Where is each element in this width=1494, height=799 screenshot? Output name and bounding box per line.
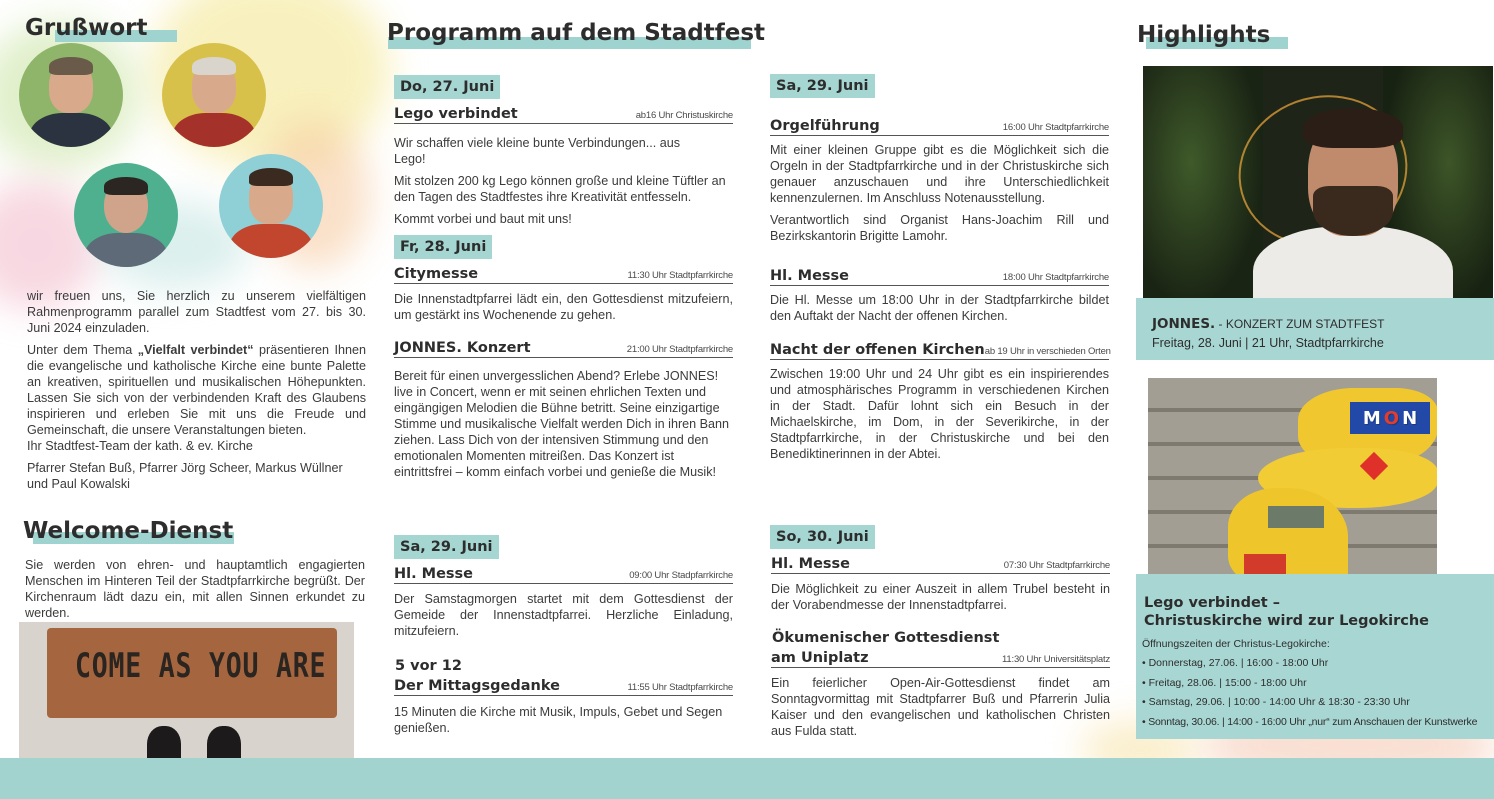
lego-hours-label: Öffnungszeiten der Christus-Legokirche: [1142,638,1330,650]
jonnes-beard [1313,186,1393,236]
event-mittag-title-2: Der Mittagsgedanke [394,678,560,694]
lego-caption-title-2: Christuskirche wird zur Legokirche [1144,613,1430,629]
shoe-left [147,726,181,762]
avatar-joerg-scheer [162,43,266,147]
event-mittag-title-1: 5 vor 12 [395,658,462,674]
lego-hours-3: • Sonntag, 30.06. | 14:00 - 16:00 Uhr „nur“ zum Anschauen der Kunstwerke [1142,716,1478,728]
bottom-band [0,758,1494,799]
event-oekumene-title-2: am Uniplatz [771,650,869,666]
lego-plate [1268,506,1324,528]
event-jonnes-text: Bereit für einen unvergesslichen Abend? Erlebe JONNES! live in Concert, wenn er mit seinen ehrlichen Texten und eingängigen Melodien die Bühne betritt. Seine einzigartige Stimme und musikalische Vielfalt werden Dich in ihren Bann ziehen. Lass Dich von der intensiven Stimmung und den emotionalen Momenten mitreißen. Das Konzert ist eintrittsfrei – komm einfach vorbei und genieße die Musik! [394,369,730,479]
grusswort-theme: Unter dem Thema „Vielfalt verbindet“ präsentieren Ihnen die evangelische und katholische Kirche eine bunte Palette an kreativen, spirituellen und musikalischen Höhepunkten. Lassen Sie sich von der verbindenden Kraft des Glaubens inspirieren und erleben Sie mit uns die Freude und Gemeinschaft, die unsere Veranstaltungen bieten. [27,343,367,437]
event-mittag-text: 15 Minuten die Kirche mit Musik, Impuls, Gebet und Segen genießen. [394,705,723,735]
event-messe-so-text: Die Möglichkeit zu einer Auszeit in allem Trubel besteht in der Vorabendmesse der Innenstadtpfarrei. [771,582,1110,612]
event-citymesse-text: Die Innenstadtpfarrei lädt ein, den Gottesdienst mitzufeiern, um gestärkt ins Wochenende zu gehen. [394,292,733,322]
lego-caption-title-1: Lego verbindet – [1144,595,1281,611]
event-lego [394,102,733,124]
jonnes-shirt [1253,226,1453,307]
event-messe-sa-meta: 09:00 Uhr Stadpfarrkirche [629,570,733,581]
lego-letter-n: N [1402,407,1418,429]
grusswort-title: Grußwort [25,15,148,41]
lego-photo [1148,378,1437,585]
grusswort-intro: wir freuen uns, Sie herzlich zu unserem vielfältigen Rahmenprogramm parallel zum Stadtfest vom 27. bis 30. Juni 2024 einzuladen. [27,289,366,335]
event-nacht-title: Nacht der offenen Kirchen [770,342,985,358]
event-citymesse-meta: 11:30 Uhr Stadtpfarrkirche [627,270,733,281]
day-label-sa-29: Sa, 29. Juni [394,535,499,559]
grusswort-signature: Pfarrer Stefan Buß, Pfarrer Jörg Scheer, Markus Wüllner und Paul Kowalski [27,461,343,491]
event-oekumene-title-1: Ökumenischer Gottesdienst [772,630,1000,646]
lego-caption [1136,574,1494,739]
grusswort-team: Ihr Stadtfest-Team der kath. & ev. Kirche [27,439,253,453]
event-messe-sa-title: Hl. Messe [394,566,474,582]
doormat-photo [19,622,354,762]
jonnes-subtitle: - KONZERT ZUM STADTFEST [1215,317,1385,331]
event-jonnes-title: JONNES. Konzert [394,340,531,356]
event-mittag-meta: 11:55 Uhr Stadtpfarrkirche [627,682,733,693]
event-orgel-text: Mit einer kleinen Gruppe gibt es die Möglichkeit sich die Orgeln in der Stadtpfarrkirche und in der Christuskirche sich genauer anzuschauen und ihre Unterschiedlichkeit kennenzulernen. Im Anschluss Notenausstellung. Verantwortlich sind Organist Hans-Joachim Rill und Bezirkskantorin Brigitte Lamohr. [770,143,1109,243]
jonnes-caption-line2: Freitag, 28. Juni | 21 Uhr, Stadtpfarrkirche [1152,336,1384,350]
avatar-markus-wuellner [74,163,178,267]
jonnes-caption [1136,298,1494,360]
jonnes-photo [1143,66,1493,307]
event-messe-so-title: Hl. Messe [771,556,851,572]
shoe-right [207,726,241,762]
event-messe-sa-abend-text: Die Hl. Messe um 18:00 Uhr in der Stadtpfarrkirche bildet den Auftakt der Nacht der offenen Kirchen. [770,293,1109,323]
program-title: Programm auf dem Stadtfest [387,20,766,46]
day-label-fr-28: Fr, 28. Juni [394,235,492,259]
event-orgel-title: Orgelführung [770,118,880,134]
event-oekumene-meta: 11:30 Uhr Universitätsplatz [1002,654,1110,665]
grusswort-text [27,288,366,498]
highlights-title: Highlights [1137,22,1271,48]
avatar-stefan-buss [19,43,123,147]
lego-sign [1350,402,1430,434]
event-orgel [770,114,1109,136]
lego-letter-m: M [1362,407,1381,429]
event-messe-sa-abend-title: Hl. Messe [770,268,850,284]
event-messe-sa [394,562,733,584]
lego-hours-0: • Donnerstag, 27.06. | 16:00 - 18:00 Uhr [1142,657,1329,669]
lego-letter-o: O [1383,407,1400,429]
event-mittag [394,674,733,696]
event-lego-text: Wir schaffen viele kleine bunte Verbindungen... aus Lego! Mit stolzen 200 kg Lego können große und kleine Tüftler an den Tagen des Stadtfestes ihre Kreativität entfesseln. Kommt vorbei und baut mit uns! [394,136,726,226]
event-nacht-text: Zwischen 19:00 Uhr und 24 Uhr gibt es ein inspirierendes und atmosphärisches Programm in verschiedenen Kirchen in der Stadt. Dafür lohnt sich ein Besuch in der Michaelskirche, im Dom, in der Severikirche, in der Stadtpfarrkirche, in der Christuskirche und bei den Benediktinerinnen in der Abtei. [770,367,1109,461]
event-lego-meta: ab16 Uhr Christuskirche [635,110,733,121]
welcome-title: Welcome-Dienst [23,518,234,544]
event-messe-so-meta: 07:30 Uhr Stadtpfarrkirche [1003,560,1110,571]
event-oekumene [771,646,1110,668]
day-label-so-30: So, 30. Juni [770,525,875,549]
avatar-paul-kowalski [219,154,323,258]
event-jonnes [394,336,733,358]
welcome-text: Sie werden von ehren- und hauptamtlich engagierten Menschen im Hinteren Teil der Stadtpfarrkirche begrüßt. Der Kirchenraum lädt dazu ein, mit allen Sinnen erkundet zu werden. [25,558,365,620]
lego-hours-2: • Samstag, 29.06. | 10:00 - 14:00 Uhr & 18:30 - 23:30 Uhr [1142,696,1410,708]
event-oekumene-text: Ein feierlicher Open-Air-Gottesdienst findet am Sonntagvormittag mit Stadtpfarrer Buß und Pfarrerin Julia Kaiser und den evangelischen und katholischen Christen aus Fulda statt. [771,676,1110,738]
event-citymesse-title: Citymesse [394,266,479,282]
event-messe-sa-abend [770,264,1109,286]
event-messe-sa-text: Der Samstagmorgen startet mit dem Gottesdienst der Gemeide der Innenstadtpfarrei. Herzliche Einladung, mitzufeiern. [394,592,733,638]
lego-hours-1: • Freitag, 28.06. | 15:00 - 18:00 Uhr [1142,677,1307,689]
event-orgel-meta: 16:00 Uhr Stadtpfarrkirche [1002,122,1109,133]
event-messe-so [771,552,1110,574]
day-label-do-27: Do, 27. Juni [394,75,500,99]
event-nacht [770,338,1109,360]
event-messe-sa-abend-meta: 18:00 Uhr Stadtpfarrkirche [1002,272,1109,283]
event-jonnes-meta: 21:00 Uhr Stadtpfarrkirche [626,344,733,355]
jonnes-hair [1303,108,1403,148]
doormat-text: COME AS YOU ARE [75,646,327,686]
day-label-sa-29-b: Sa, 29. Juni [770,74,875,98]
event-citymesse [394,262,733,284]
theme-name: „Vielfalt verbindet“ [137,343,254,357]
event-lego-title: Lego verbindet [394,106,518,122]
event-nacht-meta: ab 19 Uhr in verschieden Orten [984,346,1111,357]
jonnes-name: JONNES. [1152,316,1216,332]
jonnes-caption-line1 [1152,316,1385,332]
